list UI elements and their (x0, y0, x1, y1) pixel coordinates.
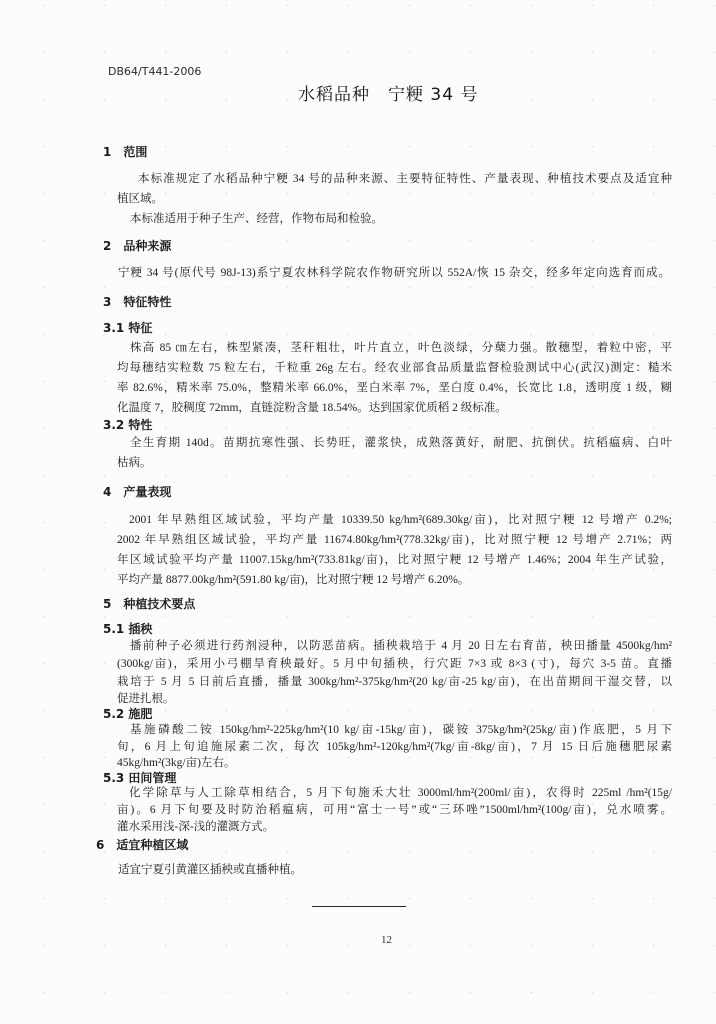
section-heading-cultivation: 5 种植技术要点 (103, 597, 196, 611)
page-number: 12 (381, 934, 392, 946)
subsection-heading-fertilization: 5.2 施肥 (103, 707, 153, 721)
section-heading-origin: 2 品种来源 (103, 239, 172, 253)
section-heading-traits: 3 特征特性 (103, 295, 172, 309)
paragraph-line: 播前种子必须进行药剂浸种，以防恶苗病。插秧栽培于 4 月 20 日左右育苗，秧田播量 4500kg/hm² (130, 640, 672, 652)
paragraph-line: 均每穗结实粒数 75 粒左右，千粒重 26g 左右。经农业部食品质量监督检验测试中心(武汉)测定：糙米 (117, 362, 672, 374)
paragraph-line: 2001 年早熟组区域试验，平均产量 10339.50 kg/hm²(689.30kg/亩)，比对照宁粳 12 号增产 0.2%; (129, 514, 672, 526)
paragraph-line: 全生育期 140d。苗期抗寒性强、长势旺，灌浆快，成熟落黄好，耐肥、抗倒伏。抗稻瘟病、白叶 (130, 437, 672, 449)
section-heading-yield: 4 产量表现 (103, 485, 172, 499)
subsection-heading-field-management: 5.3 田间管理 (103, 771, 177, 785)
paragraph-line: 灌水采用浅-深-浅的灌溉方式。 (117, 821, 275, 833)
subsection-heading-transplanting: 5.1 插秧 (103, 622, 153, 636)
paragraph-line: 平均产量 8877.00kg/hm²(591.80 kg/亩)，比对照宁粳 12 号增产 6.20%。 (117, 574, 470, 586)
paragraph-line: 栽培于 5 月 5 日前后直播，播量 300kg/hm²-375kg/hm²(20 kg/亩-25 kg/亩)，在出苗期间干湿交替，以 (117, 676, 672, 688)
document-title: 水稻品种 宁粳 34 号 (298, 85, 479, 105)
paragraph-line: 宁粳 34 号(原代号 98J-13)系宁夏农林科学院农作物研究所以 552A/恢 15 杂交，经多年定向选育而成。 (118, 267, 670, 279)
paragraph-line: 年区域试验平均产量 11007.15kg/hm²(733.81kg/亩)，比对照宁粳 12 号增产 1.46%；2004 年生产试验， (117, 554, 672, 566)
paragraph-line: 促进扎根。 (117, 693, 175, 705)
paragraph-line: 株高 85 ㎝左右，株型紧凑，茎秆粗壮，叶片直立，叶色淡绿，分蘖力强。散穗型，着粒中密，平 (130, 342, 672, 354)
paragraph-line: 适宜宁夏引黄灌区插秧或直播种植。 (118, 864, 302, 876)
paragraph-line: 2002 年早熟组区域试验，平均产量 11674.80kg/hm²(778.32kg/亩)，比对照宁粳 12 号增产 2.71%；两 (117, 534, 672, 546)
paragraph-line: 枯病。 (117, 457, 152, 469)
paragraph-line: 率 82.6%，精米率 75.0%，整精米率 66.0%，垩白米率 7%，垩白度 0.4%，长宽比 1.8，透明度 1 级，糊 (117, 382, 672, 394)
paragraph-line: 本标准适用于种子生产、经营，作物布局和检验。 (130, 213, 383, 225)
paragraph-line: 旬，6 月上旬追施尿素二次，每次 105kg/hm²-120kg/hm²(7kg/亩-8kg/亩)，7 月 15 日后施穗肥尿素 (117, 741, 672, 753)
section-heading-region: 6 适宜种植区域 (96, 838, 189, 852)
paragraph-line: 基施磷酸二铵 150kg/hm²-225kg/hm²(10 kg/亩-15kg/亩)，碳铵 375kg/hm²(25kg/亩)作底肥，5 月下 (130, 724, 672, 736)
paragraph-line: 化学除草与人工除草相结合，5 月下旬施禾大壮 3000ml/hm²(200ml/亩)，农得时 225ml /hm²(15g/ (129, 787, 672, 799)
paragraph-line: 植区域。 (117, 193, 163, 205)
section-heading-scope: 1 范围 (103, 145, 148, 159)
paragraph-line: (300kg/亩)，采用小弓棚旱育秧最好。5 月中旬插秧，行穴距 7×3 或 8×3 (寸)，每穴 3-5 苗。直播 (117, 658, 672, 670)
subsection-heading-features: 3.1 特征 (103, 321, 153, 335)
paragraph-line: 亩)。6 月下旬要及时防治稻瘟病，可用“富士一号”或“三环唑”1500ml/hm²(100g/亩)，兑水喷雾。 (117, 804, 672, 816)
paragraph-line: 45kg/hm²(3kg/亩)左右。 (117, 757, 236, 769)
subsection-heading-characteristics: 3.2 特性 (103, 418, 153, 432)
standard-code: DB64/T441-2006 (108, 65, 202, 78)
paragraph-line: 化温度 7，胶稠度 72mm，直链淀粉含量 18.54%。达到国家优质稻 2 级标准。 (117, 402, 507, 414)
footer-rule (312, 906, 406, 907)
paragraph-line: 本标准规定了水稻品种宁粳 34 号的品种来源、主要特征特性、产量表现、种植技术要点及适宜种 (138, 173, 672, 185)
